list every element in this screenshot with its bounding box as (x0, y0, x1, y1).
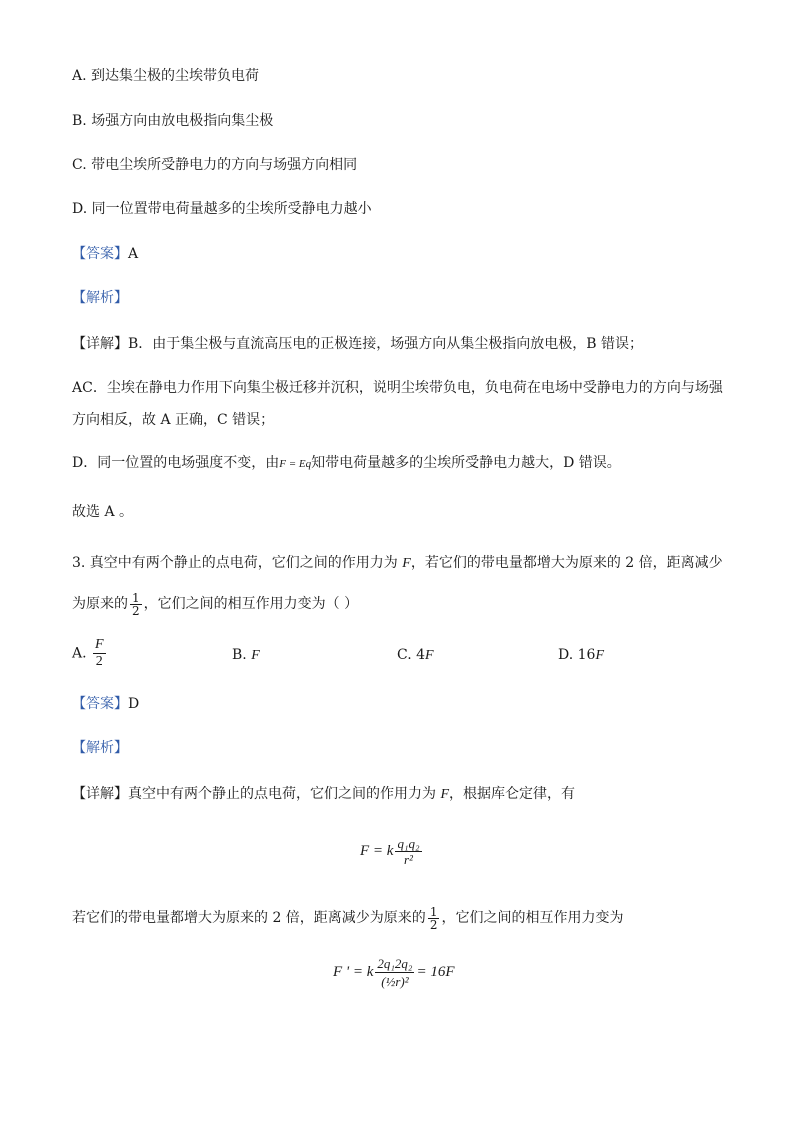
q3-analysis-line (72, 738, 128, 758)
detail-text: B．由于集尘极与直流高压电的正极连接，场强方向从集尘极指向放电极，B 错误； (128, 336, 644, 352)
q3-option-d (558, 645, 604, 666)
frac-num: 1 (132, 590, 140, 605)
detail-text: 若它们的带电量都增大为原来的 2 倍，距离减少为原来的 (72, 910, 426, 926)
stem-text: 为原来的 (72, 596, 128, 612)
q3-detail-line1 (72, 784, 575, 805)
formula-fraction (375, 955, 414, 990)
q2-analysis-line (72, 288, 128, 308)
answer-value: A (128, 246, 139, 262)
q2-detail-line4 (72, 453, 621, 474)
frac-den: 2 (93, 653, 106, 670)
var-f: F (595, 648, 605, 663)
detail-text: ，根据库仑定律，有 (449, 786, 576, 802)
option-label: C. 4 (397, 647, 426, 663)
detail-text: 真空中有两个静止的点电荷，它们之间的作用力为 (128, 786, 441, 802)
result-formula (333, 955, 455, 990)
formula-lhs: F = k (360, 843, 394, 859)
stem-text: ，它们之间的相互作用力变为（ ） (143, 596, 359, 612)
stem-text: 3. 真空中有两个静止的点电荷，它们之间的作用力为 (72, 555, 403, 571)
var-f: F (251, 648, 260, 663)
q3-detail-line2 (72, 904, 623, 932)
option-c: C. 带电尘埃所受静电力的方向与场强方向相同 (72, 157, 358, 173)
q3-option-a (72, 637, 108, 670)
fraction-one-half (130, 592, 142, 617)
option-label: A. (72, 645, 87, 662)
detail-text: D．同一位置的电场强度不变，由 (72, 455, 280, 471)
answer-tag: 【答案】 (72, 696, 128, 712)
q3-stem-line1 (72, 553, 723, 574)
q2-detail-line1 (72, 334, 643, 354)
detail-tag: 【详解】 (72, 336, 128, 352)
coulomb-formula (360, 836, 424, 867)
option-label: B. (232, 647, 247, 663)
answer-tag: 【答案】 (72, 246, 128, 262)
frac-den: r² (395, 851, 421, 867)
option-label: D. 16 (558, 647, 596, 663)
formula-fraction (395, 836, 421, 867)
q2-detail-line2: AC．尘埃在静电力作用下向集尘极迁移并沉积，说明尘埃带负电，负电荷在电场中受静电力的方向与场强 (72, 380, 723, 396)
q3-answer-line (72, 694, 139, 714)
q2-detail-line3: 方向相反，故 A 正确，C 错误； (72, 412, 275, 428)
var-f: F (440, 787, 450, 802)
analysis-tag: 【解析】 (72, 740, 128, 756)
detail-tag: 【详解】 (72, 786, 128, 802)
detail-text: ，它们之间的相互作用力变为 (441, 910, 624, 926)
analysis-tag: 【解析】 (72, 290, 128, 306)
fraction-f-over-2 (93, 637, 106, 670)
option-d: D. 同一位置带电荷量越多的尘埃所受静电力越小 (72, 201, 372, 217)
var-f: F (402, 556, 411, 571)
formula-f-eq: F = Eq (279, 458, 312, 470)
frac-den: 2 (132, 603, 140, 618)
q3-option-c (397, 645, 434, 666)
frac-den: 2 (429, 917, 438, 932)
frac-num: 2q₁2q₂ (377, 956, 413, 971)
frac-num: q₁q₂ (397, 836, 420, 851)
q2-answer-line (72, 244, 138, 264)
option-a: A. 到达集尘极的尘埃带负电荷 (72, 68, 260, 84)
formula-lhs: F ' = k (333, 964, 374, 980)
frac-num: 1 (429, 904, 438, 919)
frac-den: (½r)² (375, 972, 414, 990)
answer-value: D (128, 696, 140, 712)
detail-text: 知带电荷量越多的尘埃所受静电力越大，D 错误。 (311, 455, 621, 471)
frac-num: F (95, 637, 104, 652)
fraction-one-half (428, 906, 440, 931)
stem-text: ，若它们的带电量都增大为原来的 2 倍，距离减少 (410, 555, 723, 571)
q2-conclusion: 故选 A 。 (72, 504, 134, 520)
q3-option-b (232, 645, 260, 666)
option-b: B. 场强方向由放电极指向集尘极 (72, 113, 274, 129)
q3-stem-line2 (72, 590, 358, 618)
var-f: F (425, 648, 434, 663)
formula-rhs: = 16F (416, 964, 455, 980)
